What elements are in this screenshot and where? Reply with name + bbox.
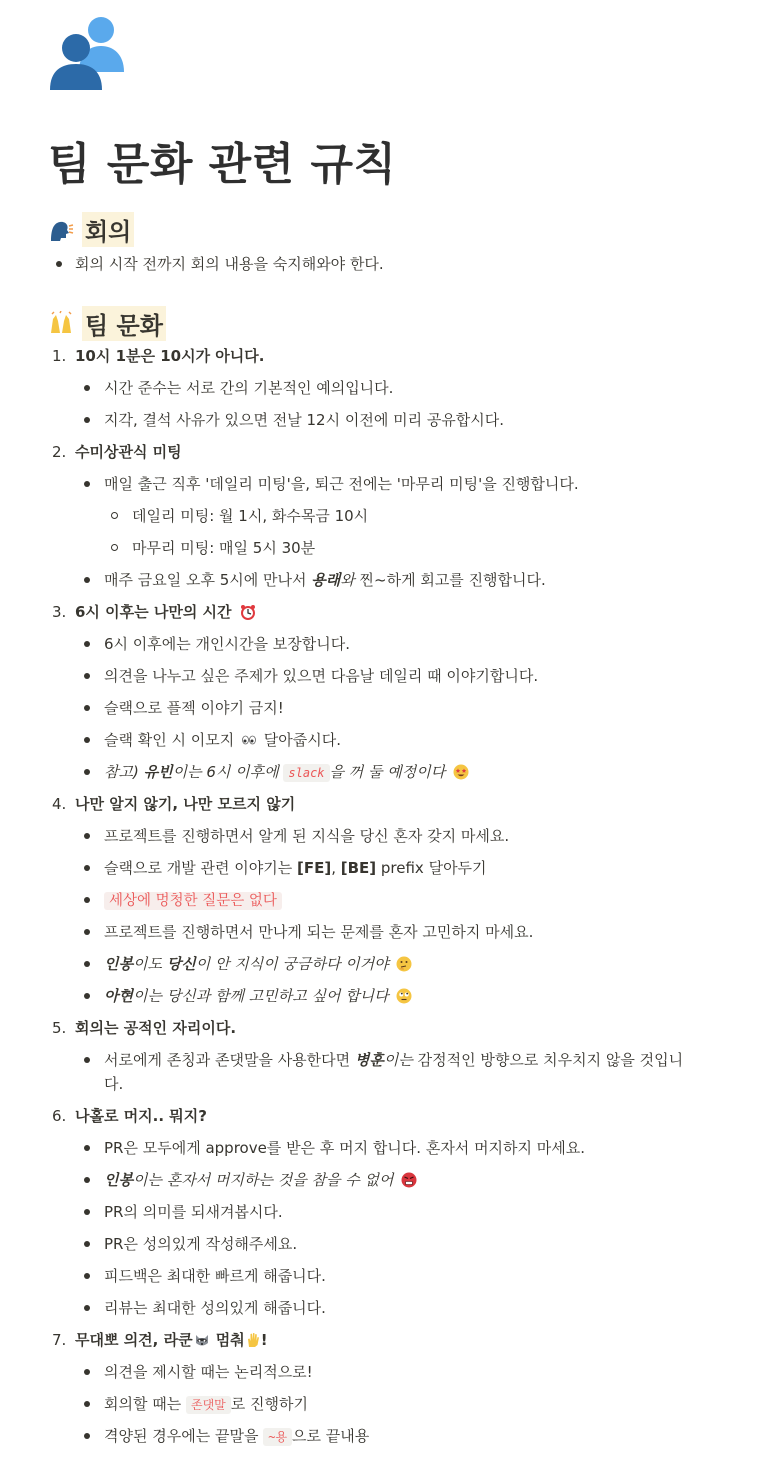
text: 격양된 경우에는 끝말을 xyxy=(104,1427,264,1445)
rule-3-number: 3. xyxy=(52,603,67,621)
rule-3-bullet-5 xyxy=(104,762,469,783)
text: 매주 금요일 오후 5시에 만나서 xyxy=(104,571,312,589)
people-silhouette-icon[interactable] xyxy=(48,14,126,92)
bullet-dot xyxy=(84,1209,90,1215)
rule-7-bullet-3 xyxy=(104,1426,369,1447)
rule-1-number: 1. xyxy=(52,347,67,365)
rule-2-number: 2. xyxy=(52,443,67,461)
rule-4-title: 나만 알지 않기, 나만 모르지 않기 xyxy=(75,795,296,813)
text: 이도 xyxy=(132,955,167,973)
text: 달아줍시다. xyxy=(259,731,341,749)
text: 찐~하게 회고를 진행합니다. xyxy=(354,571,546,589)
text: 회의할 때는 xyxy=(104,1395,186,1413)
text: 멈춰 xyxy=(210,1331,245,1349)
text: 이는 xyxy=(383,1051,413,1069)
rule-6-title: 나홀로 머지.. 뭐지? xyxy=(75,1107,207,1125)
bullet-dot xyxy=(84,1433,90,1439)
prefix-fe: [FE] xyxy=(296,859,332,877)
bullet-dot xyxy=(84,1305,90,1311)
rule-4-bullet-3 xyxy=(104,890,282,911)
text: 와 xyxy=(340,571,355,589)
mention-name: 인봉 xyxy=(104,955,133,973)
mention-name: 유빈 xyxy=(143,763,173,781)
inline-code: 존댓말 xyxy=(186,1396,231,1414)
bullet-dot xyxy=(84,1145,90,1151)
rule-1-bullet-1: 시간 준수는 서로 간의 기본적인 예의입니다. xyxy=(104,379,394,397)
rule-6-bullet-1: PR은 모두에게 approve를 받은 후 머지 합니다. 혼자서 머지하지 마세요. xyxy=(104,1139,586,1157)
text: 슬랙으로 개발 관련 이야기는 xyxy=(104,859,297,877)
star-struck-icon xyxy=(453,764,469,780)
bullet-dot xyxy=(84,897,90,903)
bullet-dot xyxy=(84,577,90,583)
rule-3-bullet-3: 슬랙으로 플젝 이야기 금지! xyxy=(104,699,284,717)
rule-2-bullet-1: 매일 출근 직후 '데일리 미팅'을, 퇴근 전에는 '마무리 미팅'을 진행합니다. xyxy=(104,475,579,493)
mention-name: 용래 xyxy=(311,571,341,589)
rule-1-title: 10시 1분은 10시가 아니다. xyxy=(75,347,265,365)
rule-6-bullet-5: 피드백은 최대한 빠르게 해줍니다. xyxy=(104,1267,326,1285)
mention-name: 당신 xyxy=(166,955,196,973)
rule-3-bullet-2: 의견을 나누고 싶은 주제가 있으면 다음날 데일리 때 이야기합니다. xyxy=(104,667,539,685)
rule-3-bullet-1: 6시 이후에는 개인시간을 보장합니다. xyxy=(104,635,350,653)
rule-2-sub-1: 데일리 미팅: 월 1시, 화수목금 10시 xyxy=(132,507,369,525)
bullet-dot xyxy=(56,261,62,267)
sub-bullet-circle xyxy=(111,512,118,519)
bullet-dot xyxy=(84,1177,90,1183)
thinking-face-icon xyxy=(396,956,412,972)
text: 서로에게 존칭과 존댓말을 사용한다면 xyxy=(104,1051,355,1069)
heading-meeting-label: 회의 xyxy=(82,212,134,247)
rule-6-bullet-2 xyxy=(104,1170,417,1190)
text: 무대뽀 의견, 라쿤 xyxy=(75,1331,193,1349)
heading-meeting xyxy=(48,212,134,247)
prefix-be: [BE] xyxy=(340,859,377,877)
raised-hand-icon xyxy=(245,1332,261,1348)
rule-7-bullet-2 xyxy=(104,1394,308,1415)
inline-code: slack xyxy=(283,764,329,782)
bullet-dot xyxy=(84,481,90,487)
bullet-dot xyxy=(84,641,90,647)
highlighted-quote: 세상에 멍청한 질문은 없다 xyxy=(104,892,282,910)
text: 참고) xyxy=(104,763,144,781)
heading-team-culture xyxy=(48,306,166,341)
bullet-dot xyxy=(84,417,90,423)
rule-5-number: 5. xyxy=(52,1019,67,1037)
mention-name: 병훈 xyxy=(354,1051,384,1069)
rule-7-number: 7. xyxy=(52,1331,67,1349)
rule-4-bullet-4: 프로젝트를 진행하면서 만나게 되는 문제를 혼자 고민하지 마세요. xyxy=(104,923,534,941)
text: 이는 당신과 함께 고민하고 싶어 합니다 xyxy=(132,987,389,1005)
bullet-dot xyxy=(84,929,90,935)
rule-1-bullet-2: 지각, 결석 사유가 있으면 전날 12시 이전에 미리 공유합시다. xyxy=(104,411,505,429)
text: 으로 끝내용 xyxy=(292,1427,370,1445)
rule-6-number: 6. xyxy=(52,1107,67,1125)
mention-name: 인봉 xyxy=(104,1171,133,1189)
bullet-dot xyxy=(84,1401,90,1407)
mention-name: 아현 xyxy=(104,987,133,1005)
bullet-dot xyxy=(84,961,90,967)
rule-6-bullet-4: PR은 성의있게 작성해주세요. xyxy=(104,1235,298,1253)
bullet-dot xyxy=(84,385,90,391)
rule-4-bullet-6 xyxy=(104,986,412,1006)
eyes-icon xyxy=(241,732,257,748)
text: ! xyxy=(260,1331,268,1349)
rule-2-title: 수미상관식 미팅 xyxy=(75,443,182,461)
text: 6시 이후는 나만의 시간 xyxy=(75,603,232,621)
bullet-dot xyxy=(84,769,90,775)
bullet-dot xyxy=(84,1273,90,1279)
inline-code: ~용 xyxy=(263,1428,292,1446)
text: 을 꺼 둘 예정이다 xyxy=(329,763,446,781)
bullet-dot xyxy=(84,1057,90,1063)
text: 이는 혼자서 머지하는 것을 참을 수 없어 xyxy=(132,1171,394,1189)
rule-7-title xyxy=(75,1330,268,1350)
bullet-dot xyxy=(84,865,90,871)
rule-5-bullet-1 xyxy=(104,1050,683,1070)
rule-4-bullet-5 xyxy=(104,954,412,974)
text: 슬랙 확인 시 이모지 xyxy=(104,731,239,749)
rule-7-bullet-1: 의견을 제시할 때는 논리적으로! xyxy=(104,1363,313,1381)
bullet-dot xyxy=(84,833,90,839)
rolling-eyes-face-icon xyxy=(396,988,412,1004)
bullet-dot xyxy=(84,673,90,679)
meeting-bullet-1: 회의 시작 전까지 회의 내용을 숙지해와야 한다. xyxy=(75,255,384,273)
text: 로 진행하기 xyxy=(230,1395,308,1413)
text: prefix 달아두기 xyxy=(376,859,487,877)
bullet-dot xyxy=(84,1241,90,1247)
heading-team-culture-label: 팀 문화 xyxy=(82,306,166,341)
angry-face-icon xyxy=(401,1172,417,1188)
speaking-head-icon xyxy=(48,217,74,243)
text: 이 안 지식이 궁금하다 이거야 xyxy=(195,955,389,973)
rule-4-bullet-1: 프로젝트를 진행하면서 알게 된 지식을 당신 혼자 갖지 마세요. xyxy=(104,827,510,845)
rule-4-bullet-2 xyxy=(104,858,487,878)
bullet-dot xyxy=(84,705,90,711)
bullet-dot xyxy=(84,737,90,743)
rule-3-bullet-4 xyxy=(104,730,341,750)
bullet-dot xyxy=(84,1369,90,1375)
text: , xyxy=(331,859,341,877)
alarm-clock-icon xyxy=(240,604,256,620)
page-title: 팀 문화 관련 규칙 xyxy=(48,139,397,190)
rule-2-bullet-2 xyxy=(104,570,546,590)
rule-5-title: 회의는 공적인 자리이다. xyxy=(75,1019,237,1037)
rule-5-bullet-1-wrap: 다. xyxy=(104,1075,124,1093)
rule-4-number: 4. xyxy=(52,795,67,813)
bullet-dot xyxy=(84,993,90,999)
rule-2-sub-2: 마무리 미팅: 매일 5시 30분 xyxy=(132,539,316,557)
text: 이는 6시 이후에 xyxy=(172,763,284,781)
rule-6-bullet-3: PR의 의미를 되새겨봅시다. xyxy=(104,1203,283,1221)
text: 감정적인 방향으로 치우치지 않을 것입니 xyxy=(412,1051,684,1069)
rule-6-bullet-6: 리뷰는 최대한 성의있게 해줍니다. xyxy=(104,1299,326,1317)
sub-bullet-circle xyxy=(111,544,118,551)
raccoon-icon xyxy=(194,1332,210,1348)
rule-3-title xyxy=(75,602,256,622)
raising-hands-icon xyxy=(48,311,74,337)
